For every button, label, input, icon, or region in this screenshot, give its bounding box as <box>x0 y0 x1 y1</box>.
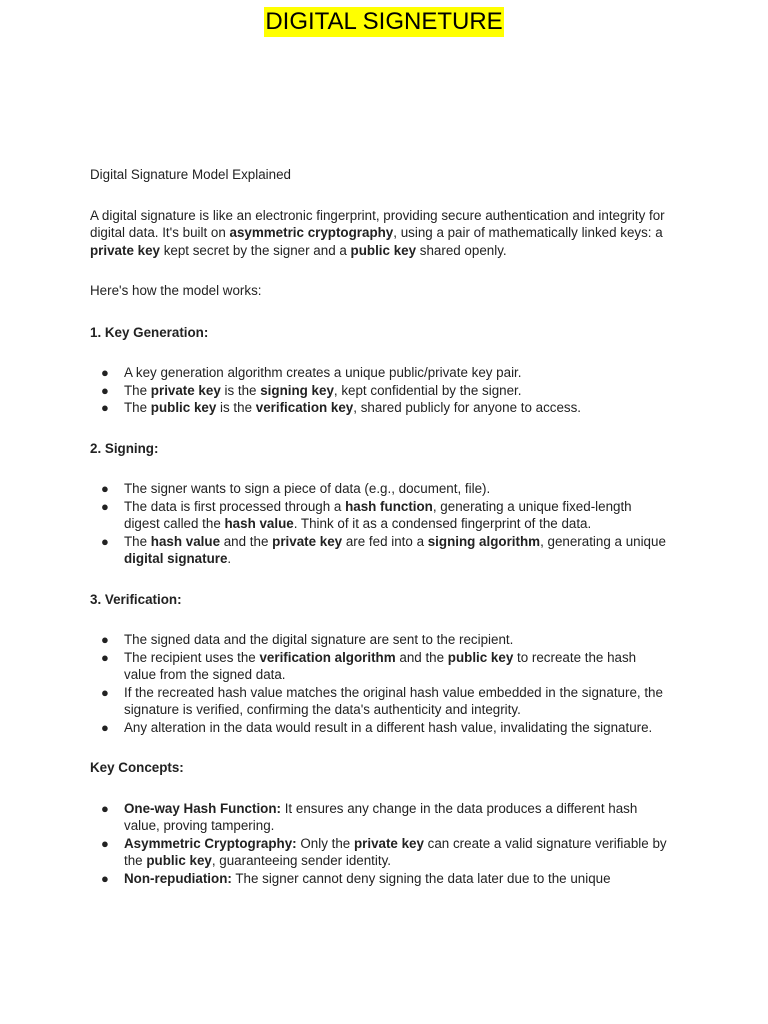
section-heading-key-generation: 1. Key Generation: <box>90 324 209 340</box>
list-item-text: is the <box>216 400 256 415</box>
list-item <box>90 800 670 835</box>
list-item-bold: public key <box>150 400 217 415</box>
intro-bold-term: public key <box>350 242 417 258</box>
intro-text: kept secret by the signer and a <box>159 242 351 258</box>
list-item-text: . Think of it as a condensed fingerprint of the data. <box>293 516 592 531</box>
list-item-text: , shared publicly for anyone to access. <box>353 400 582 415</box>
list-item-text: , kept confidential by the signer. <box>333 382 522 398</box>
bullet-icon: ● <box>101 835 109 851</box>
list-item <box>90 835 670 870</box>
list-item <box>90 533 670 568</box>
title-container <box>0 7 768 37</box>
list-item-bold: public key <box>146 853 212 868</box>
list-item-text: The <box>124 533 151 549</box>
bullet-icon: ● <box>101 632 109 647</box>
list-item-bold: signing key <box>260 382 334 398</box>
list-item <box>90 364 670 382</box>
intro-text: A digital signature is like an electronic fingerprint, providing secure authentication and integrity for digital data. It's built on <box>90 207 665 240</box>
list-item-text: can create a valid signature verifiable by the <box>124 835 667 868</box>
list-item-bold: private key <box>150 382 221 398</box>
intro-bold-term: asymmetric cryptography <box>229 225 394 240</box>
list-item-text: Only the <box>296 835 354 851</box>
list-item-bold: public key <box>447 649 514 665</box>
list-item-text: The signed data and the digital signature are sent to the recipient. <box>124 632 514 647</box>
list-item <box>90 480 670 498</box>
list-item <box>90 719 670 737</box>
list-item-text: The <box>124 382 151 398</box>
list-item-bold: One-way Hash Function: <box>124 800 281 816</box>
list-item <box>90 498 670 533</box>
list-item-bold: verification key <box>255 400 354 415</box>
list-item-text: , guaranteeing sender identity. <box>211 853 392 868</box>
intro-text: , using a pair of mathematically linked keys: a <box>393 225 663 240</box>
list-item-text: The signer wants to sign a piece of data (e.g., document, file). <box>124 481 491 496</box>
list-item-bold: digital signature <box>124 551 228 566</box>
list-item-text: to recreate the hash value from the signed data. <box>124 649 637 682</box>
list-item-text: The data is first processed through a <box>124 498 346 514</box>
list-item <box>90 684 670 719</box>
list-item-bold: Non-repudiation: <box>124 870 232 886</box>
list-item-bold: Asymmetric Cryptography: <box>124 835 297 851</box>
document-subtitle: Digital Signature Model Explained <box>90 167 291 182</box>
list-item-bold: private key <box>272 533 343 549</box>
lead-paragraph: Here's how the model works: <box>90 283 262 298</box>
intro-paragraph <box>90 207 670 260</box>
list-item-text: . <box>227 551 232 566</box>
list-item <box>90 399 670 417</box>
intro-text: shared openly. <box>416 242 507 258</box>
bullet-icon: ● <box>101 382 109 398</box>
list-item-text: The signer cannot deny signing the data later due to the unique <box>231 870 611 886</box>
list-item-text: is the <box>220 382 261 398</box>
list-item-bold: verification algorithm <box>259 649 396 665</box>
list-item-text: It ensures any change in the data produces a different hash value, proving tampering. <box>124 800 638 833</box>
list-item-text: , generating a unique fixed-length digest called the <box>124 498 632 531</box>
section-heading-signing: 2. Signing: <box>90 440 159 456</box>
list-item <box>90 382 670 400</box>
list-item <box>90 649 670 684</box>
bullet-icon: ● <box>101 400 109 415</box>
key-concepts-list <box>90 800 670 888</box>
list-item-text: Any alteration in the data would result in a different hash value, invalidating the signature. <box>124 719 653 735</box>
verification-list <box>90 631 670 736</box>
bullet-icon: ● <box>101 870 109 886</box>
document-body <box>90 166 670 887</box>
bullet-icon: ● <box>101 498 109 514</box>
signing-list <box>90 480 670 568</box>
bullet-icon: ● <box>101 719 109 735</box>
section-heading-key-concepts: Key Concepts: <box>90 760 184 775</box>
list-item-text: , generating a unique <box>540 533 666 549</box>
document-title: DIGITAL SIGNETURE <box>265 8 503 35</box>
list-item-text: and the <box>220 533 273 549</box>
list-item-text: The <box>124 400 151 415</box>
list-item <box>90 870 670 888</box>
list-item-bold: hash value <box>224 516 294 531</box>
intro-bold-term: private key <box>90 242 160 258</box>
bullet-icon: ● <box>101 533 109 549</box>
bullet-icon: ● <box>101 649 109 665</box>
key-generation-list <box>90 364 670 417</box>
list-item-text: If the recreated hash value matches the original hash value embedded in the signature, the signature is verified, confirming the data's authenticity and integrity. <box>124 684 663 717</box>
bullet-icon: ● <box>101 481 109 496</box>
bullet-icon: ● <box>101 800 109 816</box>
list-item-text: The recipient uses the <box>124 649 260 665</box>
list-item-text: A key generation algorithm creates a unique public/private key pair. <box>124 365 522 380</box>
list-item-bold: hash function <box>345 498 433 514</box>
list-item-bold: private key <box>353 835 424 851</box>
bullet-icon: ● <box>101 684 109 700</box>
list-item-bold: signing algorithm <box>427 533 541 549</box>
list-item-text: are fed into a <box>342 533 428 549</box>
section-heading-verification: 3. Verification: <box>90 591 182 607</box>
list-item-text: and the <box>395 649 448 665</box>
list-item <box>90 631 670 649</box>
bullet-icon: ● <box>101 365 109 380</box>
list-item-bold: hash value <box>150 533 221 549</box>
